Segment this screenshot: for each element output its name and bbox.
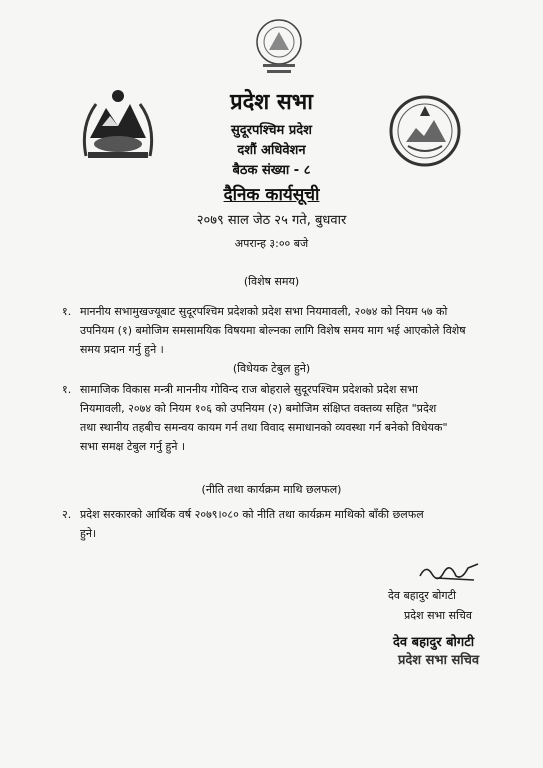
agenda-item-line: नियमावली, २०७४ को नियम १०६ को उपनियम (२) बमोजिम संक्षिप्त वक्तव्य सहित "प्रदेश [80, 402, 437, 415]
signatory-name: देव बहादुर बोगटी [388, 589, 456, 602]
handwritten-signature [416, 558, 486, 584]
agenda-item-text [80, 505, 492, 543]
page-title: प्रदेश सभा [230, 90, 313, 115]
agenda-date: २०७९ साल जेठ २५ गते, बुधवार [196, 213, 347, 228]
agenda-item-line: समय प्रदान गर्नु हुने । [80, 343, 164, 356]
section-heading-policy-discussion: (नीति तथा कार्यक्रम माथि छलफल) [201, 483, 342, 496]
agenda-item-line: माननीय सभामुखज्यूबाट सुदूरपश्चिम प्रदेशको प्रदेश सभा नियमावली, २०७४ को नियम ५७ को [80, 305, 448, 318]
item-number: १. [62, 383, 72, 396]
session-name: दशौं अधिवेशन [237, 143, 306, 158]
agenda-item-line: सामाजिक विकास मन्त्री माननीय गोविन्द राज बोहराले सुदूरपश्चिम प्रदेशको प्रदेश सभा [80, 383, 418, 396]
item-number: २. [62, 508, 72, 521]
agenda-item-line: सभा समक्ष टेबुल गर्नु हुने । [80, 440, 186, 453]
section-heading-bill-tabling: (विधेयक टेबुल हुने) [232, 362, 311, 375]
stamp-name: देव बहादुर बोगटी [393, 635, 475, 650]
agenda-title: दैनिक कार्यसूची [223, 185, 320, 205]
agenda-time: अपरान्ह ३:०० बजे [234, 237, 309, 250]
agenda-item-text [80, 302, 492, 359]
agenda-item-line: हुने। [80, 527, 97, 540]
provincial-assembly-seal-top [249, 14, 309, 78]
agenda-item-line: तथा स्थानीय तहबीच समन्वय कायम गर्न तथा विवाद समाधानको व्यवस्था गर्न बनेको विधेयक" [80, 421, 448, 434]
stamp-designation: प्रदेश सभा सचिव [398, 653, 480, 668]
signatory-designation: प्रदेश सभा सचिव [404, 609, 472, 622]
agenda-item-line: उपनियम (१) बमोजिम समसामयिक विषयमा बोल्नका लागि विशेष समय माग भई आएकोले विशेष [80, 324, 466, 337]
section-heading-special-time: (विशेष समय) [243, 275, 300, 288]
meeting-number: बैठक संख्या - ८ [232, 163, 311, 178]
province-name: सुदूरपश्चिम प्रदेश [231, 123, 312, 138]
agenda-item-text [80, 380, 492, 456]
item-number: १. [62, 305, 72, 318]
agenda-item-line: प्रदेश सरकारको आर्थिक वर्ष २०७९।०८० को नीति तथा कार्यक्रम माथिको बाँकी छलफल [80, 508, 424, 521]
